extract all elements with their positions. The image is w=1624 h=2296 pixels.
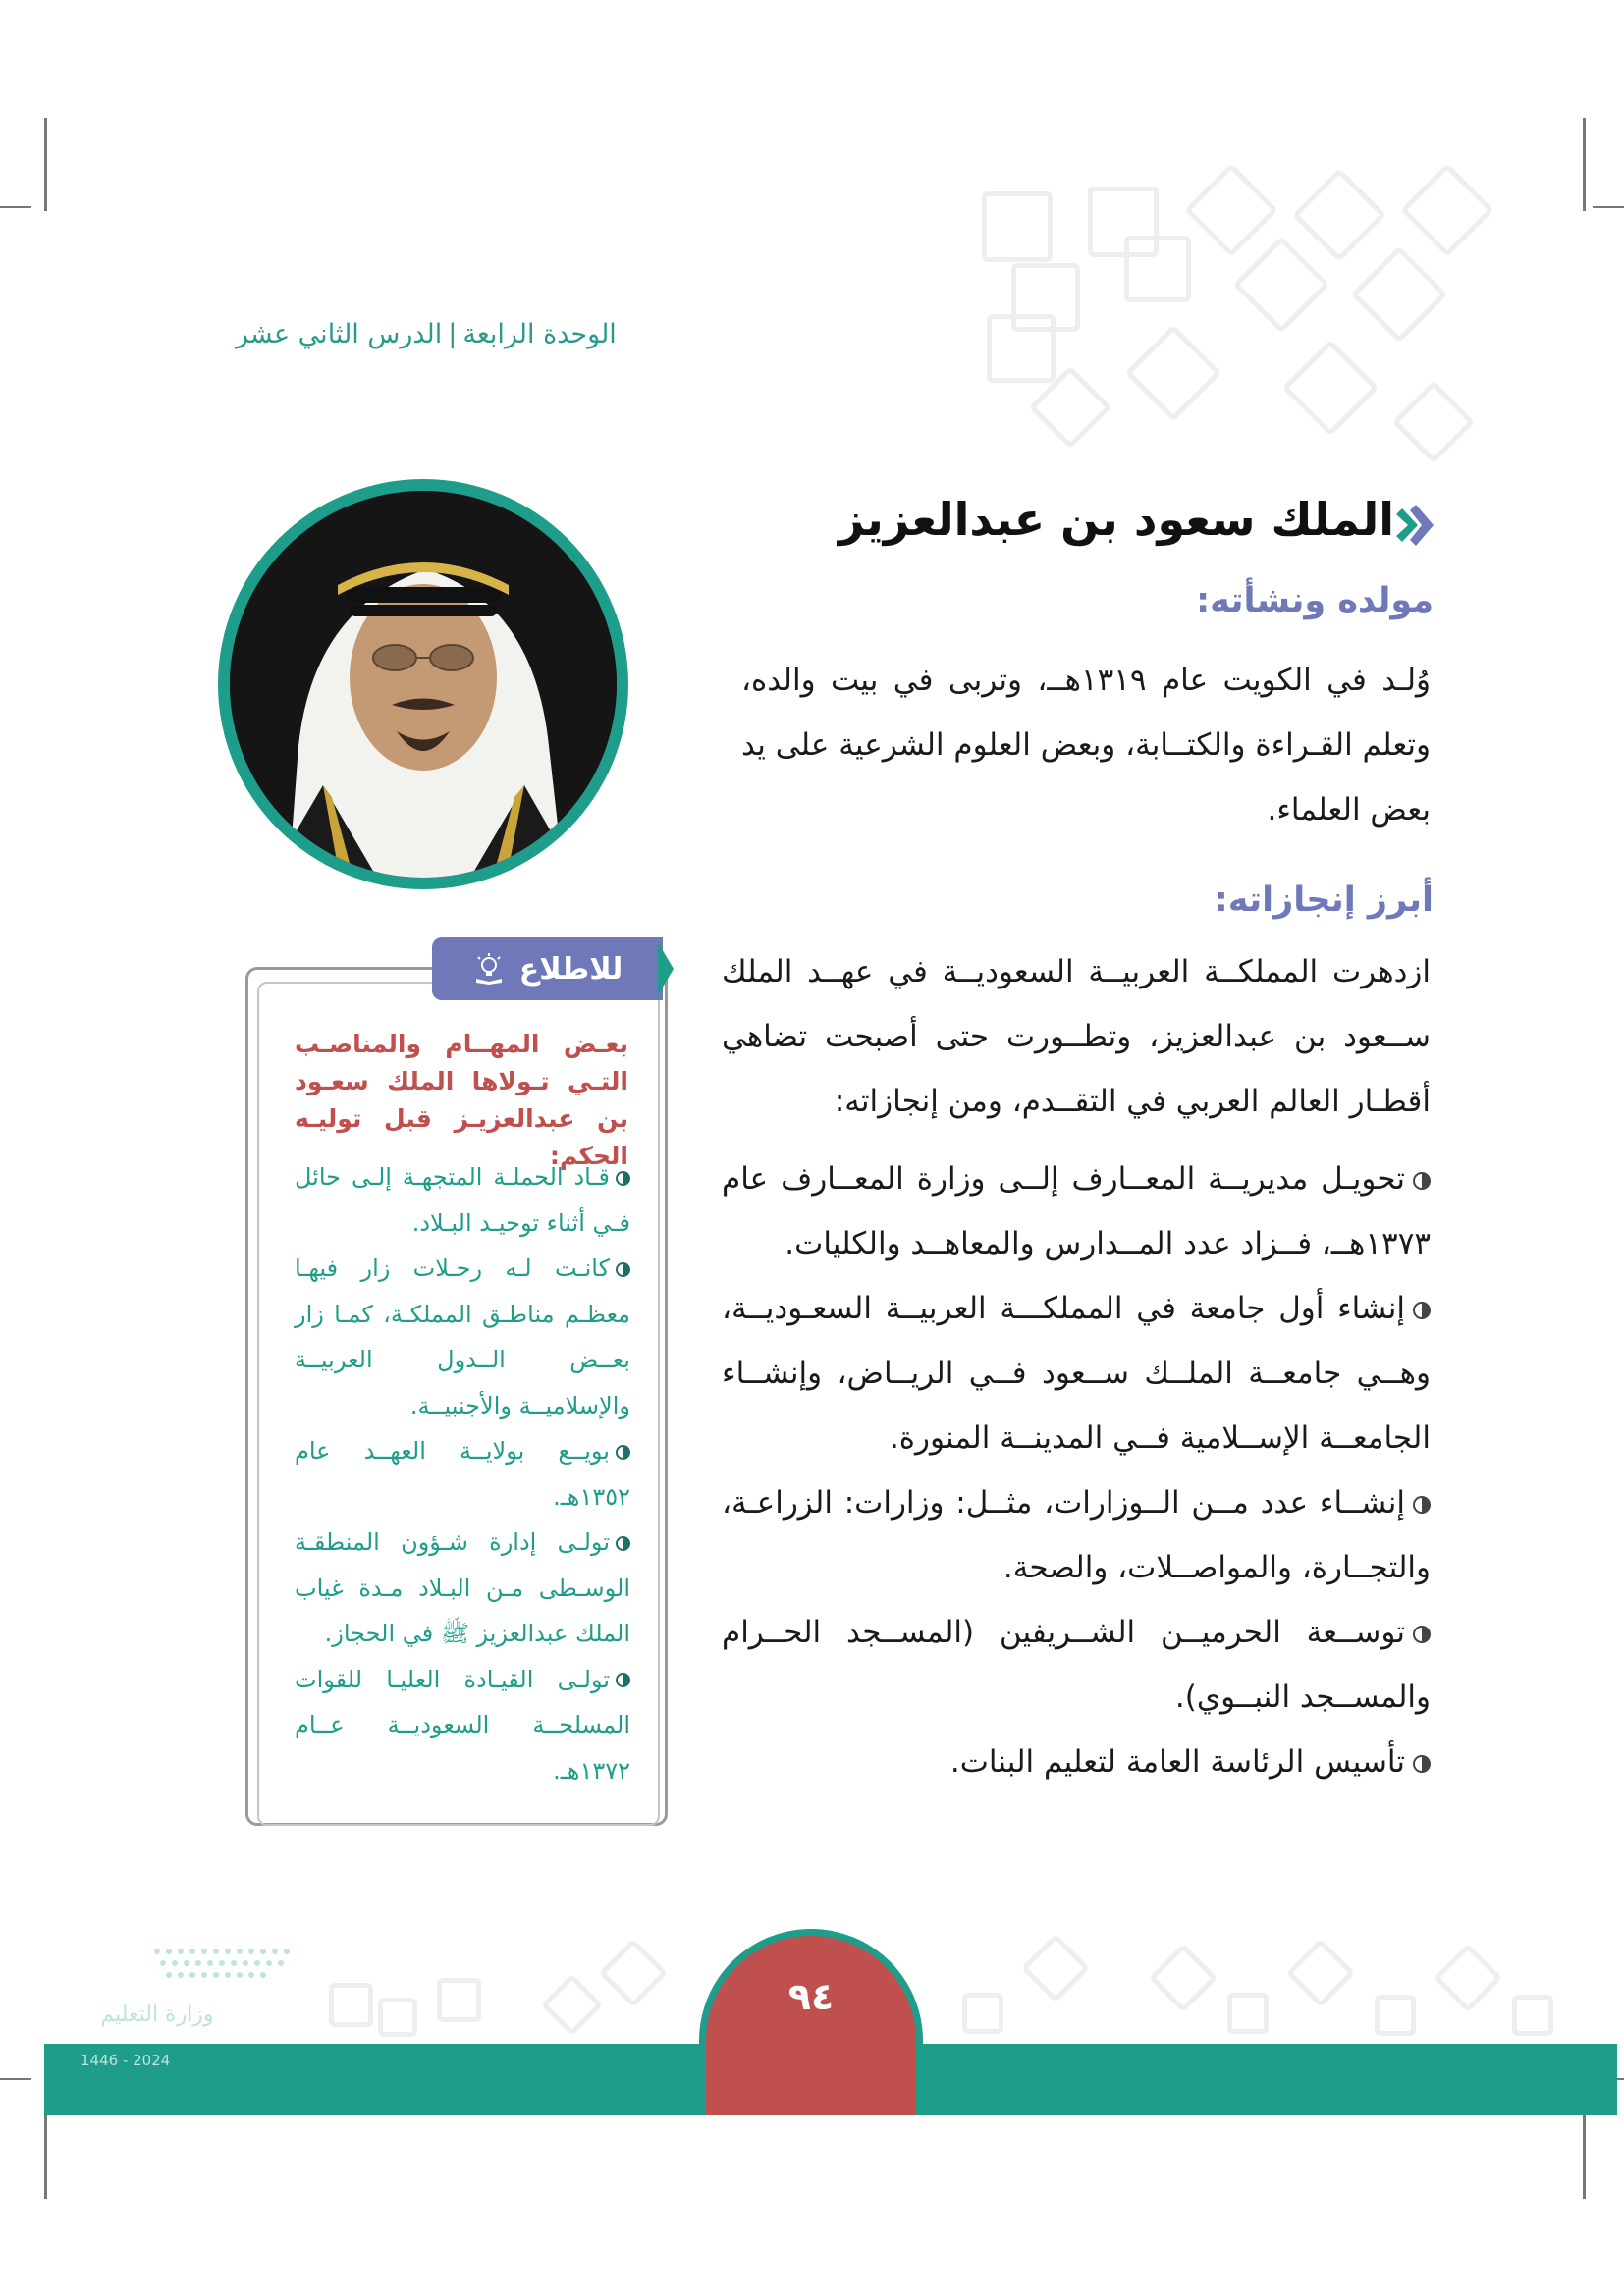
page-number-badge [699, 1929, 923, 2115]
list-item: توســعة الحرميــن الشــريفين (المســجد الحــرام والمســجد النبــوي). [722, 1615, 1431, 1715]
crop-mark [44, 118, 47, 211]
info-tab-arrow-icon [658, 942, 674, 995]
list-item: إنشاء أول جامعة في المملكـــة العربيــة السعـوديــة، وهــي جامعــة الملــك ســعود فــي الريــاض، وإنشــاء الجامعــة الإســلامية فــي المدينــة المنورة. [722, 1291, 1431, 1456]
page-number: ٩٤ [787, 1975, 835, 2018]
list-item: كانـت لـه رحـلات زار فيهـا معظـم مناطـق المملكـة، كمـا زار بعــض الــدول العربيــة والإسلاميــة والأجنبيــة. [295, 1255, 630, 1419]
title-chevron-icon [1394, 503, 1435, 548]
crop-mark [1583, 118, 1586, 211]
list-item: بويــع بولايــة العهــد عام ١٣٥٢هـ. [295, 1437, 630, 1511]
lightbulb-book-icon [472, 952, 506, 986]
king-portrait [230, 491, 617, 878]
bullet-icon [1413, 1302, 1431, 1319]
edition-year: 2024 - 1446 [81, 2052, 171, 2069]
sidebar-intro: بعـض المهــام والمناصـب التـي تـولاها الملك سعـود بن عبدالعزيـز قبل توليـه الحكم: [295, 1030, 628, 1170]
bullet-icon [1413, 1496, 1431, 1514]
portrait-frame [218, 479, 628, 889]
crop-mark [44, 2106, 47, 2199]
list-item: إنشــاء عدد مــن الــوزارات، مثــل: وزارات: الزراعـة، والتجــارة، والمواصــلات، والصحة. [722, 1485, 1431, 1585]
bullet-icon [1413, 1172, 1431, 1190]
achievements-heading: أبرز إنجازاته: [1214, 881, 1434, 920]
unit-lesson-header [236, 319, 677, 349]
page-title: الملك سعود بن عبدالعزيز [838, 493, 1394, 546]
info-tab-label: للاطلاع [518, 951, 623, 987]
bullet-icon [1413, 1626, 1431, 1643]
ministry-name: وزارة التعليم [100, 2002, 214, 2027]
list-item: تولـى إدارة شـؤون المنطقـة الوسـطى مـن البـلاد مـدة غياب الملك عبدالعزيز ﷺ في الحجاز. [295, 1528, 630, 1647]
bullet-icon [616, 1171, 630, 1186]
list-item: قـاد الحملـة المتجهـة إلـى حائل فـي أثناء توحيـد البـلاد. [295, 1163, 630, 1237]
unit-label: الوحدة الرابعة [462, 319, 617, 349]
crop-mark [0, 2078, 31, 2080]
birth-text: وُلـد في الكويت عام ١٣١٩هــ، وتربى في بيت والده، وتعلم القـراءة والكتــابة، وبعض العلوم الشرعية على يد بعض العلماء. [741, 663, 1431, 828]
achievements-list [722, 1147, 1431, 1794]
achievements-intro: ازدهرت المملكــة العربيــة السعوديــة في عهــد الملك ســعود بن عبدالعزيز، وتطــورت حتى أصبحت تضاهي أقطـار العالم العربي في التقــدم، ومن إنجازاته: [722, 954, 1431, 1119]
header-separator: | [448, 319, 458, 349]
bullet-icon [616, 1262, 630, 1277]
crop-mark [0, 206, 31, 208]
bullet-icon [1413, 1755, 1431, 1773]
list-item: تحويـل مديريــة المعــارف إلــى وزارة المعــارف عام ١٣٧٣هــ، فــزاد عدد المــدارس والمعاهــد والكليات. [722, 1161, 1431, 1261]
sidebar-list [295, 1154, 630, 1793]
list-item: تأسيس الرئاسة العامة لتعليم البنات. [722, 1730, 1431, 1794]
crop-mark [1583, 2106, 1586, 2199]
crop-mark [1593, 206, 1624, 208]
lesson-label: الدرس الثاني عشر [236, 319, 443, 349]
ministry-logo-icon [147, 1944, 295, 1993]
portrait-illustration [230, 491, 617, 878]
info-tab [432, 937, 663, 1000]
bullet-icon [616, 1673, 630, 1687]
bullet-icon [616, 1536, 630, 1551]
list-item: تولـى القيـادة العليـا للقوات المسلحــة السعوديــة عــام ١٣٧٢هـ. [295, 1665, 630, 1785]
bullet-icon [616, 1445, 630, 1460]
birth-heading: مولده ونشأته: [1196, 581, 1434, 620]
